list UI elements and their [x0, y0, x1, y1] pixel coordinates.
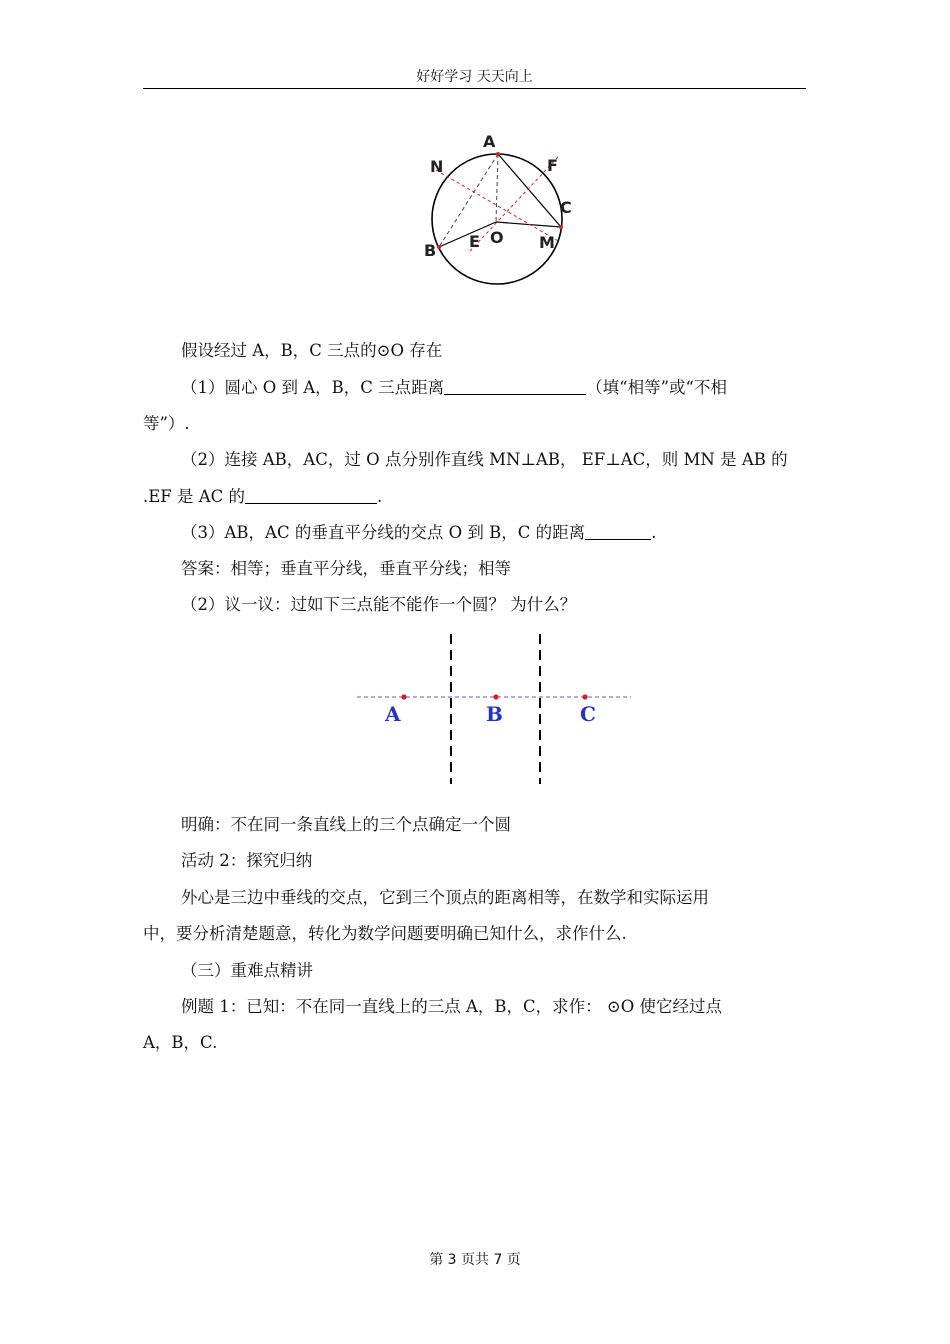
answer-line: 答案：相等；垂直平分线，垂直平分线；相等 — [181, 559, 511, 578]
label-c: C — [560, 198, 572, 217]
label-o: O — [490, 228, 504, 247]
text-segment: . — [377, 487, 383, 506]
text-line: （2）议一议：过如下三点能不能作一个圆？ 为什么？ — [181, 595, 577, 614]
point-a — [401, 694, 406, 699]
question-1 — [181, 374, 727, 398]
label-e: E — [469, 232, 480, 251]
segment-oa — [496, 154, 498, 222]
point-b — [437, 245, 441, 249]
text-line: 假设经过 A，B，C 三点的⊙O 存在 — [181, 341, 443, 360]
question-2 — [143, 483, 382, 507]
point-c — [559, 225, 563, 229]
section-heading: （三）重难点精讲 — [181, 961, 313, 980]
point-c — [582, 694, 587, 699]
text-line: 等”）. — [143, 414, 190, 433]
text-line: 外心是三边中垂线的交点，它到三个顶点的距离相等，在数学和实际运用 — [181, 888, 709, 907]
segment-ob — [439, 222, 496, 247]
text-line: 中，要分析清楚题意，转化为数学问题要明确已知什么，求作什么. — [143, 924, 627, 943]
text-segment: （1）圆心 O 到 A，B，C 三点距离 — [181, 378, 445, 397]
text-line: A，B，C. — [143, 1033, 218, 1052]
text-line: 活动 2：探究归纳 — [181, 851, 313, 870]
text-line: 例题 1：已知：不在同一直线上的三点 A，B，C，求作： ⊙O 使它经过点 — [181, 997, 722, 1016]
label-b: B — [486, 702, 503, 726]
label-a: A — [385, 702, 401, 726]
question-3 — [181, 519, 656, 543]
label-b: B — [424, 241, 437, 260]
label-c: C — [580, 702, 596, 726]
answer-blank[interactable] — [245, 488, 377, 504]
circle-o — [432, 154, 562, 284]
answer-blank[interactable] — [444, 379, 586, 395]
text-segment: （3）AB，AC 的垂直平分线的交点 O 到 B，C 的距离 — [181, 523, 586, 542]
text-line: （2）连接 AB，AC，过 O 点分别作直线 MN⊥AB， EF⊥AC，则 MN 是 AB 的 — [181, 450, 788, 469]
label-a: A — [483, 132, 496, 151]
circle-figure — [410, 130, 590, 300]
page-footer: 第 3 页共 7 页 — [429, 1252, 521, 1268]
point-a — [496, 152, 500, 156]
point-b — [493, 694, 498, 699]
text-segment: . — [651, 523, 657, 542]
segment-oc — [496, 222, 561, 227]
label-n: N — [430, 157, 444, 176]
label-f: F — [547, 156, 558, 175]
text-segment: .EF 是 AC 的 — [143, 487, 246, 506]
text-segment: （填“相等”或“不相 — [586, 378, 727, 397]
text-line: 明确：不在同一条直线上的三个点确定一个圆 — [181, 815, 511, 834]
page-header: 好好学习 天天向上 — [416, 69, 533, 85]
collinear-figure — [355, 630, 635, 790]
header-rule — [143, 88, 806, 89]
answer-blank[interactable] — [585, 524, 651, 540]
label-m: M — [539, 233, 555, 252]
